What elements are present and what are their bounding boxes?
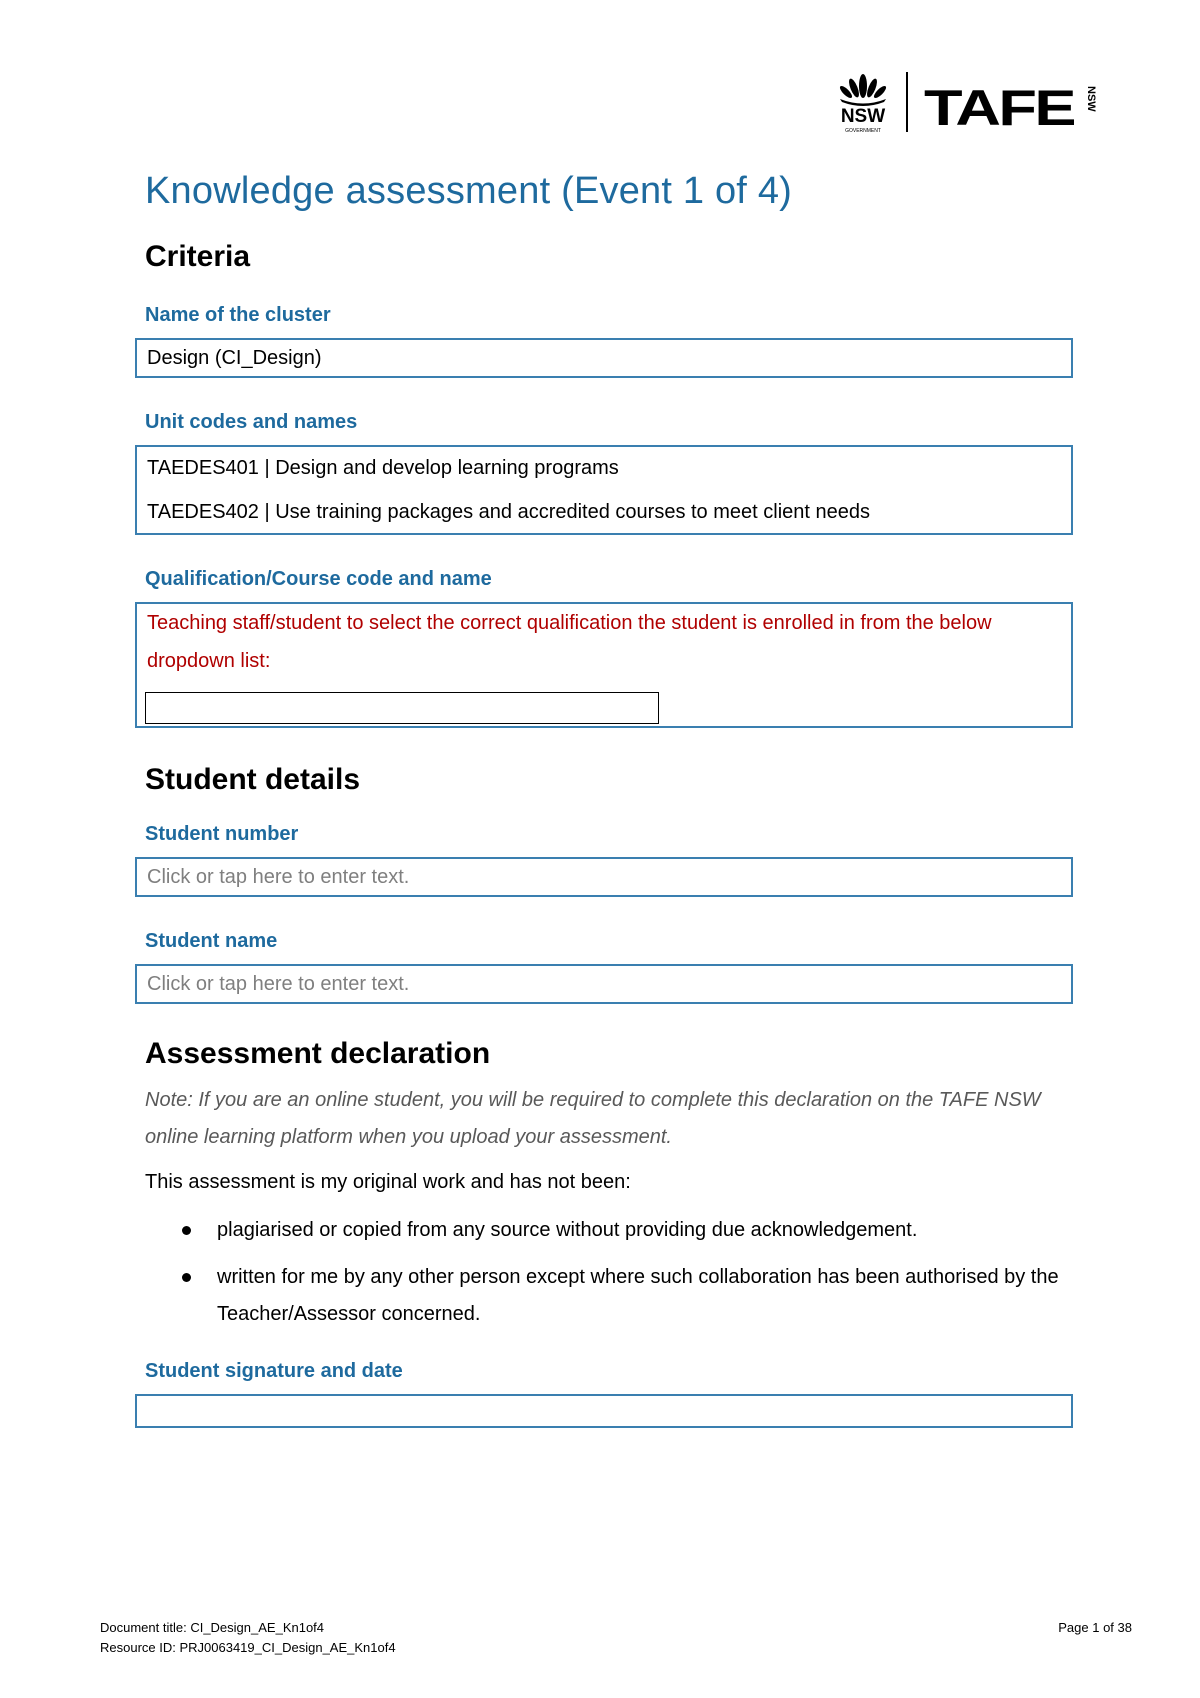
student-number-label: Student number xyxy=(145,823,299,845)
student-number-placeholder: Click or tap here to enter text. xyxy=(147,866,410,888)
page-footer xyxy=(100,1618,1132,1658)
bullet-icon xyxy=(182,1226,191,1235)
declaration-heading: Assessment declaration xyxy=(145,1037,491,1070)
unit-item: TAEDES402 | Use training packages and accredited courses to meet client needs xyxy=(147,501,870,523)
footer-page-number: Page 1 of 38 xyxy=(1058,1620,1132,1635)
units-field xyxy=(135,445,1073,535)
student-name-field[interactable] xyxy=(135,964,1073,1004)
bullet-icon xyxy=(182,1273,191,1282)
qualification-instruction: Teaching staff/student to select the correct qualification the student is enrolled in from the below dropdown list: xyxy=(147,612,992,672)
signature-label: Student signature and date xyxy=(145,1360,403,1382)
qualification-label: Qualification/Course code and name xyxy=(145,568,492,590)
qualification-field xyxy=(135,602,1073,728)
tafe-nsw-logo xyxy=(924,80,1097,136)
list-item xyxy=(145,1212,1080,1249)
cluster-field xyxy=(135,338,1073,378)
bullet-text: plagiarised or copied from any source without providing due acknowledgement. xyxy=(217,1219,918,1241)
student-name-placeholder: Click or tap here to enter text. xyxy=(147,973,410,995)
units-label: Unit codes and names xyxy=(145,411,358,433)
signature-field[interactable] xyxy=(135,1394,1073,1428)
declaration-bullets xyxy=(145,1212,1080,1333)
header-logos xyxy=(832,68,1097,136)
document-content xyxy=(145,165,1080,1428)
list-item xyxy=(145,1259,1080,1333)
qualification-dropdown[interactable] xyxy=(145,692,659,724)
nsw-logo-subtext: GOVERNMENT xyxy=(845,128,881,134)
nsw-logo-text: NSW xyxy=(840,106,886,127)
declaration-note: Note: If you are an online student, you will be required to complete this declaration on the TAFE NSW online learning platform when you upload your assessment. xyxy=(145,1089,1041,1148)
logo-divider xyxy=(906,72,908,132)
declaration-statement: This assessment is my original work and has not been: xyxy=(145,1171,631,1193)
footer-document-title: Document title: CI_Design_AE_Kn1of4 xyxy=(100,1620,325,1635)
student-number-field[interactable] xyxy=(135,857,1073,897)
student-name-label: Student name xyxy=(145,930,278,952)
footer-resource-id: Resource ID: PRJ0063419_CI_Design_AE_Kn1of4 xyxy=(100,1640,396,1655)
bullet-text: written for me by any other person except where such collaboration has been authorised by the Teacher/Assessor concerned. xyxy=(217,1266,1059,1325)
criteria-heading: Criteria xyxy=(145,240,251,273)
nsw-government-logo xyxy=(832,68,894,134)
tafe-logo-side-text: NSW xyxy=(1085,86,1097,112)
cluster-label: Name of the cluster xyxy=(145,304,331,326)
page-title: Knowledge assessment (Event 1 of 4) xyxy=(145,170,793,212)
cluster-value: Design (CI_Design) xyxy=(147,347,322,369)
tafe-logo-text: TAFE xyxy=(924,80,1075,136)
unit-item: TAEDES401 | Design and develop learning programs xyxy=(147,457,619,479)
student-details-heading: Student details xyxy=(145,763,361,796)
